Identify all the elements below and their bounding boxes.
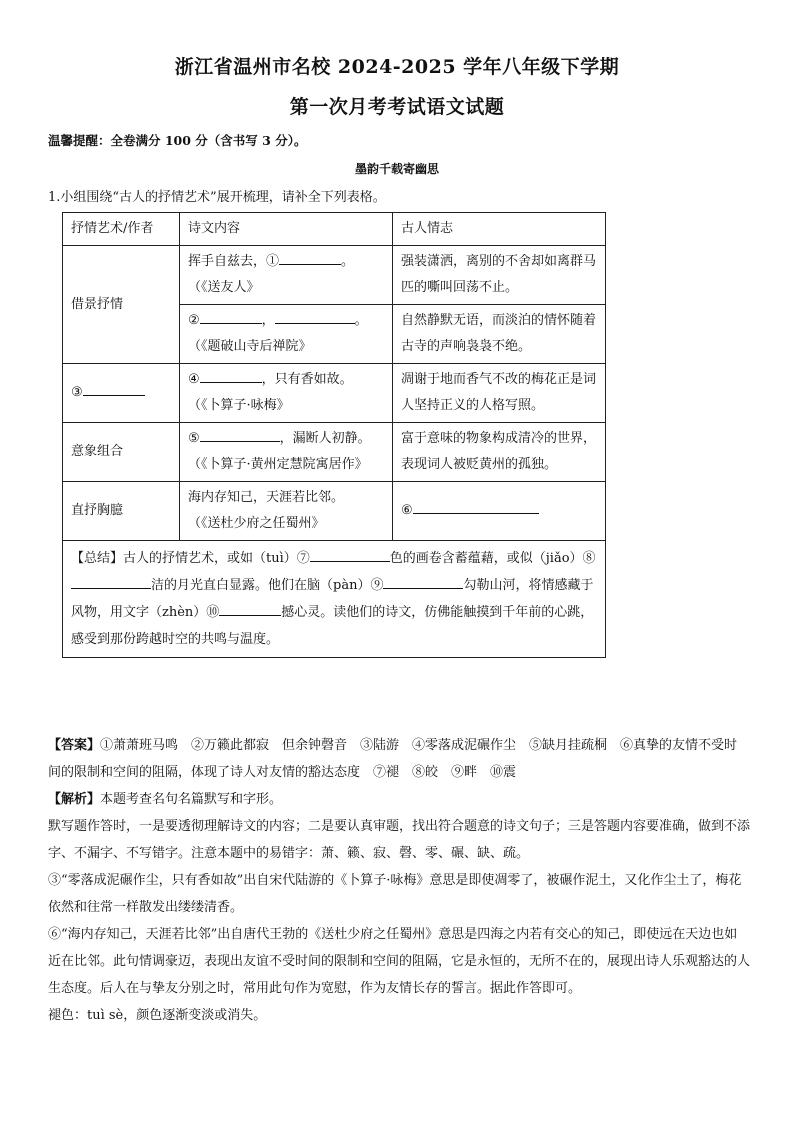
content-text: ② — [188, 313, 200, 328]
fill-blank-9[interactable] — [383, 574, 463, 589]
content-text: 。 — [341, 254, 355, 269]
table-row — [63, 423, 606, 482]
fill-blank-3[interactable] — [83, 381, 145, 396]
content-cell — [180, 364, 393, 423]
content-text: 挥手自兹去，① — [188, 254, 280, 269]
poem-source: （《题破山寺后禅院》 — [188, 339, 312, 354]
section-title: 墨韵千载寄幽思 — [354, 162, 439, 176]
feeling-cell: 凋谢于地而香气不改的梅花正是词人坚持正义的人格写照。 — [393, 364, 606, 423]
content-text: ，只有香如故。 — [261, 372, 353, 387]
header-cell-content: 诗文内容 — [180, 213, 393, 246]
analysis-paragraph: 默写题作答时，一是要透彻理解诗文的内容；二是要认真审题，找出符合题意的诗文句子；三是答题内容要准确，做到不添字、不漏字、不写错字。注意本题中的易错字：萧、籁、寂、磬、零、碾、缺、疏。 — [48, 819, 751, 861]
content-text: ③ — [71, 385, 83, 400]
summary-text: 撼心灵。读他们的诗文，仿佛能触摸到千年前的心跳，感受到那份跨越时空的共鸣与温度。 — [71, 605, 594, 647]
summary-text: 色的画卷含蓄蕴藉，或似（jiǎo）⑧ — [389, 551, 596, 566]
answer-label: 【答案】 — [48, 738, 101, 753]
table-row — [63, 364, 606, 423]
fill-blank-2b[interactable] — [275, 309, 355, 324]
content-text: ⑤ — [188, 431, 200, 446]
content-text: 。 — [354, 313, 368, 328]
header-cell-feeling: 古人情志 — [393, 213, 606, 246]
row-label-zhishu: 直抒胸臆 — [63, 482, 180, 541]
poem-source: （《卜算子·黄州定慧院寓居作》 — [188, 457, 368, 472]
analysis-paragraph: ③“零落成泥碾作尘，只有香如故”出自宋代陆游的《卜算子·咏梅》意思是即使凋零了，被碾作泥土，又化作尘土了，梅花依然和往常一样散发出缕缕清香。 — [48, 873, 742, 915]
exam-notice: 温馨提醒：全卷满分 100 分（含书写 3 分）。 — [48, 133, 307, 148]
header-cell-technique: 抒情艺术/作者 — [63, 213, 180, 246]
summary-head: 【总结】 — [71, 551, 124, 566]
table-header-row — [63, 213, 606, 246]
row-label-jiejing: 借景抒情 — [63, 246, 180, 364]
table-row — [63, 246, 606, 305]
feeling-cell: 富于意味的物象构成清冷的世界，表现词人被贬黄州的孤独。 — [393, 423, 606, 482]
answer-text: ①萧萧班马鸣 ②万籁此都寂 但余钟磬音 ③陆游 ④零落成泥碾作尘 ⑤缺月挂疏桐 ⑥真挚的友情不受时间的限制和空间的阻隔，体现了诗人对友情的豁达态度 ⑦褪 ⑧皎 ⑨畔 ⑩震 — [48, 738, 738, 780]
fill-blank-2a[interactable] — [200, 309, 262, 324]
row-label-yixiang: 意象组合 — [63, 423, 180, 482]
content-text: ， — [261, 313, 275, 328]
row-label-blank — [63, 364, 180, 423]
poem-source: （《卜算子·咏梅》 — [188, 398, 290, 413]
analysis-paragraph: ⑥“海内存知己，天涯若比邻”出自唐代王勃的《送杜少府之任蜀州》意思是四海之内若有交心的知己，即使远在天边也如近在比邻。此句情调豪迈，表现出友谊不受时间的限制和空间的阻隔，它是永恒的，无所不在的，展现出诗人乐观豁达的人生态度。后人在与挚友分别之时，常用此句作为宽慰，作为友情长存的誓言。据此作答即可。 — [48, 927, 751, 996]
content-text: ，漏断人初静。 — [279, 431, 371, 446]
fill-blank-5[interactable] — [200, 427, 280, 442]
poem-source: （《送友人》 — [188, 280, 260, 295]
poem-source: （《送杜少府之任蜀州》 — [188, 516, 325, 531]
content-text: 海内存知己，天涯若比邻。 — [188, 490, 345, 505]
answer-section — [48, 732, 750, 1029]
content-text: ⑥ — [401, 503, 413, 518]
analysis-text: 本题考查名句名篇默写和字形。 — [100, 792, 283, 807]
fill-blank-8[interactable] — [71, 574, 151, 589]
content-cell — [180, 305, 393, 364]
feeling-cell: 自然静默无语，而淡泊的情怀随着古寺的声响袅袅不绝。 — [393, 305, 606, 364]
summary-cell — [63, 541, 606, 658]
fill-blank-1[interactable] — [279, 250, 341, 265]
feeling-cell — [393, 482, 606, 541]
content-cell — [180, 423, 393, 482]
fill-blank-10[interactable] — [219, 601, 281, 616]
table-row — [63, 482, 606, 541]
feeling-cell: 强装潇洒，离别的不舍却如离群马匹的嘶叫回荡不止。 — [393, 246, 606, 305]
content-cell — [180, 482, 393, 541]
analysis-paragraph: 褪色：tuì sè，颜色逐渐变淡或消失。 — [48, 1008, 267, 1023]
content-text: ④ — [188, 372, 200, 387]
exam-title-line1: 浙江省温州市名校 2024-2025 学年八年级下学期 — [174, 56, 620, 78]
fill-blank-4[interactable] — [200, 368, 262, 383]
poetry-table — [62, 212, 606, 658]
summary-text: 洁的月光直白显露。他们在脑（pàn）⑨ — [151, 578, 384, 593]
summary-text: 勾勒山河，将情感藏于风物，用文字（zhèn）⑩ — [71, 578, 594, 620]
content-cell — [180, 246, 393, 305]
question-1-prompt: 1.小组围绕“古人的抒情艺术”展开梳理，请补全下列表格。 — [48, 190, 386, 205]
summary-text: 古人的抒情艺术，或如（tuì）⑦ — [123, 551, 310, 566]
summary-row — [63, 541, 606, 658]
fill-blank-6[interactable] — [413, 499, 539, 514]
fill-blank-7[interactable] — [310, 547, 390, 562]
analysis-paragraph — [48, 786, 750, 813]
answer-paragraph — [48, 732, 750, 786]
exam-title-line2: 第一次月考考试语文试题 — [289, 96, 505, 118]
analysis-label: 【解析】 — [48, 792, 101, 807]
